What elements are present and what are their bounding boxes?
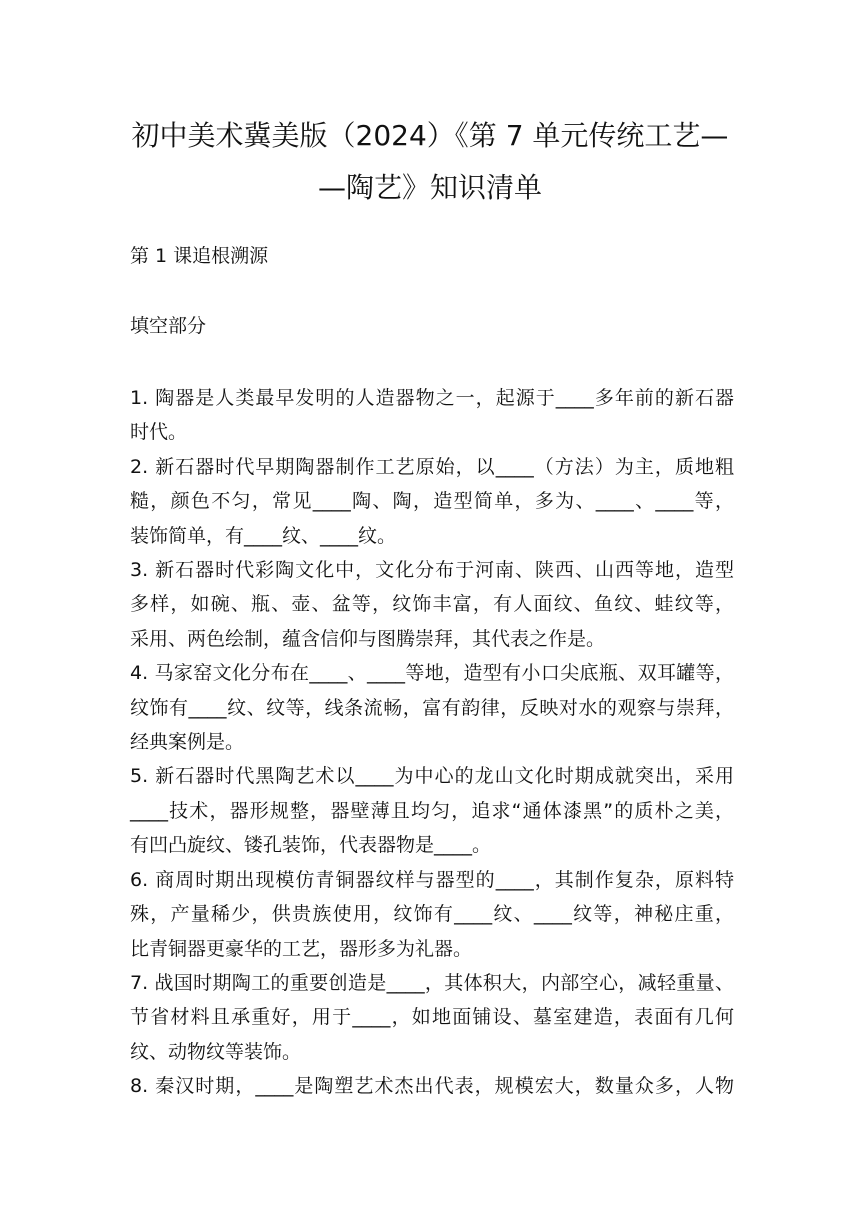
text-line: 4. 马家窑文化分布在____、____等地，造型有小口尖底瓶、双耳罐等， [130,662,734,685]
text-line: 装饰简单，有____纹、____纹。 [130,524,397,547]
text-line: 6. 商周时期出现模仿青铜器纹样与器型的____，其制作复杂，原料特 [130,868,734,891]
text-line: 采用、两色绘制，蕴含信仰与图腾崇拜，其代表之作是。 [130,627,606,650]
text-line: 3. 新石器时代彩陶文化中，文化分布于河南、陕西、山西等地，造型 [130,559,734,582]
text-line: 5. 新石器时代黑陶艺术以____为中心的龙山文化时期成就突出，采用 [130,765,734,788]
text-line: ____技术，器形规整，器壁薄且均匀，追求“通体漆黑”的质朴之美， [130,799,734,822]
text-line: 经典案例是。 [130,731,245,754]
text-line: 时代。 [130,421,188,444]
document-title [118,110,742,214]
text-line: 有凹凸旋纹、镂孔装饰，代表器物是____。 [130,834,492,857]
text-line: 比青铜器更豪华的工艺，器形多为礼器。 [130,937,473,960]
text-line: 8. 秦汉时期，____是陶塑艺术杰出代表，规模宏大，数量众多，人物 [130,1075,734,1098]
title-line-2: —陶艺》知识清单 [317,171,542,204]
lesson-heading: 第 1 课追根溯源 [130,245,269,267]
section-heading: 填空部分 [130,315,207,337]
title-line-1: 初中美术冀美版（2024）《第 7 单元传统工艺— [131,119,729,152]
text-line: 1. 陶器是人类最早发明的人造器物之一，起源于____多年前的新石器 [130,387,734,409]
text-line: 殊，产量稀少，供贵族使用，纹饰有____纹、____纹等，神秘庄重， [130,903,734,926]
question-list [130,381,734,1104]
text-line: 7. 战国时期陶工的重要创造是____，其体积大，内部空心，减轻重量、 [130,971,734,994]
text-line: 纹饰有____纹、纹等，线条流畅，富有韵律，反映对水的观察与崇拜， [130,696,734,719]
text-line: 糙，颜色不匀，常见____陶、陶，造型简单，多为、____、____等， [130,490,734,513]
text-line: 2. 新石器时代早期陶器制作工艺原始，以____（方法）为主，质地粗 [130,455,734,478]
text-line: 多样，如碗、瓶、壶、盆等，纹饰丰富，有人面纹、鱼纹、蛙纹等， [130,593,734,616]
text-line: 纹、动物纹等装饰。 [130,1040,302,1063]
text-line: 节省材料且承重好，用于____，如地面铺设、墓室建造，表面有几何 [130,1006,734,1029]
